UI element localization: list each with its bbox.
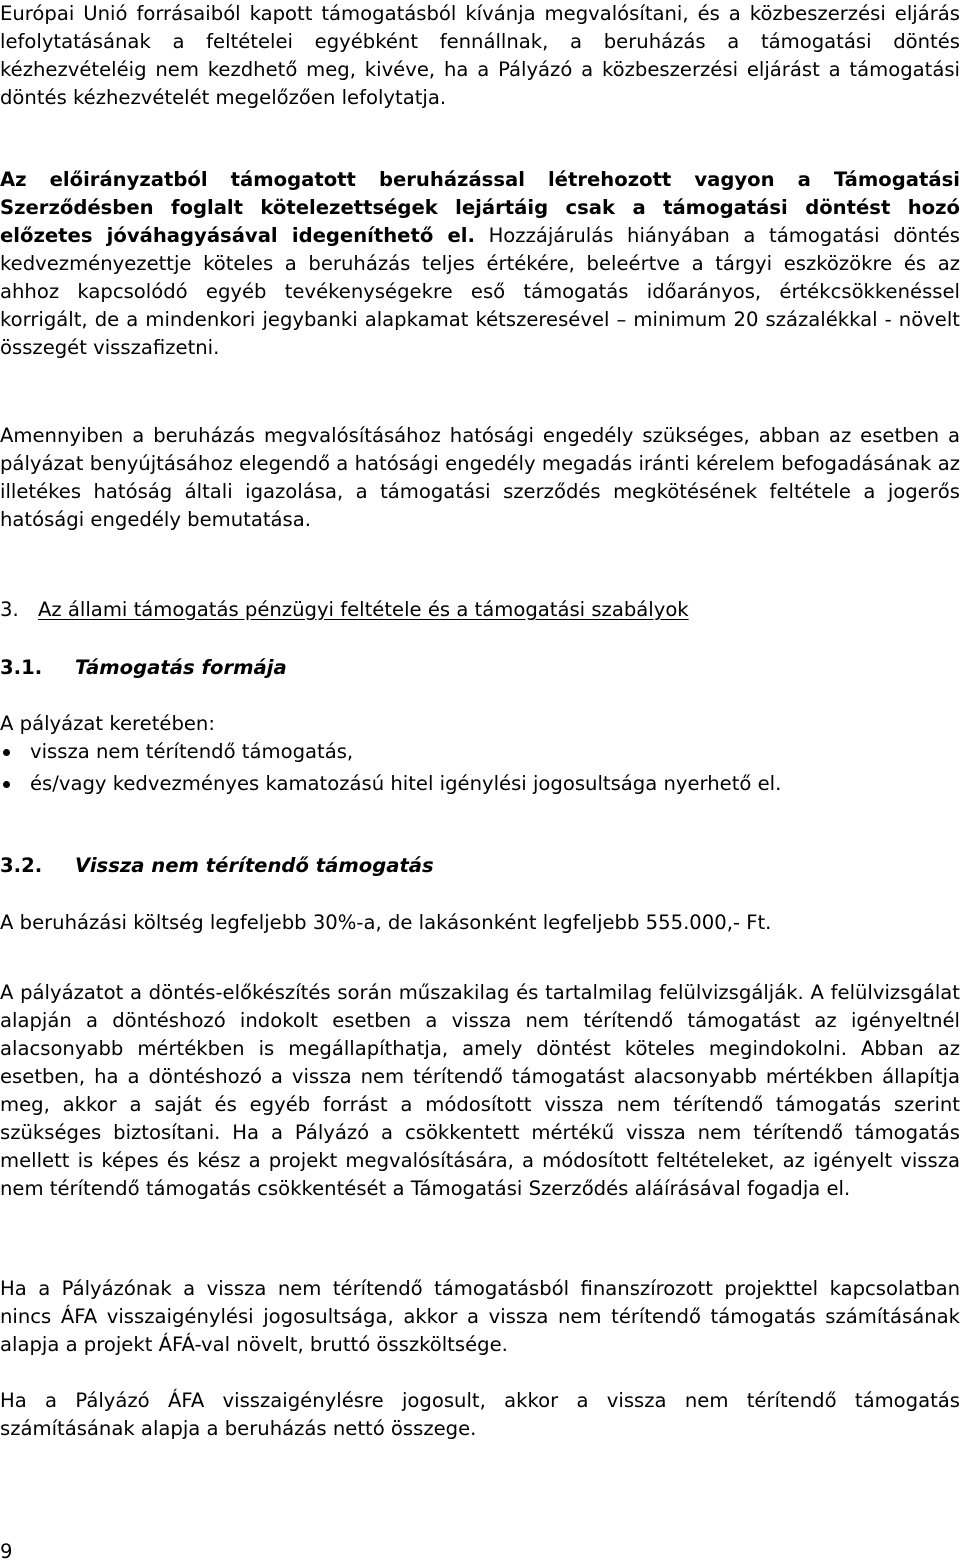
bullet-icon: [3, 749, 10, 756]
paragraph-procurement: Európai Unió forrásaiból kapott támogatásból kívánja megvalósítani, és a közbeszerzési eljárás lefolytatásának a feltételei egyébként fennállnak, a beruházás a támogatási döntés kézhezvételéig nem kezdhető meg, kivéve, ha a Pályázó a közbeszerzési eljárást a támogatási döntés kézhezvételét megelőzően lefolytatja.: [0, 2, 960, 109]
paragraph-intro: A pályázat keretében:: [0, 712, 215, 735]
section-3-number: 3.: [0, 598, 19, 621]
bullet-icon: [3, 781, 10, 788]
support-form-list: [0, 738, 781, 802]
section-3-heading: [0, 596, 689, 624]
paragraph-vat-gross: Ha a Pályázónak a vissza nem térítendő támogatásból finanszírozott projekttel kapcsolatban nincs ÁFA visszaigénylési jogosultsága, akkor a vissza nem térítendő támogatás számításának alapja a projekt ÁFÁ-val növelt, bruttó összköltsége.: [0, 1277, 960, 1356]
list-item-text: és/vagy kedvezményes kamatozású hitel igénylési jogosultsága nyerhető el.: [30, 772, 782, 795]
list-item: [0, 770, 781, 798]
section-3-1-number: 3.1.: [0, 656, 43, 679]
list-item: [0, 738, 781, 766]
paragraph-asset-disposal-rest: Hozzájárulás hiányában a támogatási döntés kedvezményezettje köteles a beruházás teljes értékére, beleértve a tárgyi eszközökre és az ahhoz kapcsolódó egyéb tevékenységekre eső támogatás időarányos, értékcsökkenéssel korrigált, de a mindenkori jegybanki alapkamat kétszeresével – minimum 20 százalékkal - növelt összegét visszafizetni.: [0, 224, 960, 359]
section-3-2-heading: [0, 852, 434, 880]
list-item-text: vissza nem térítendő támogatás,: [30, 740, 354, 763]
paragraph-review: A pályázatot a döntés-előkészítés során műszakilag és tartalmilag felülvizsgálják. A felülvizsgálat alapján a döntéshozó indokolt esetben a vissza nem térítendő támogatást az igényeltnél alacsonyabb mértékben is megállapíthatja, amely döntést köteles megindokolni. Abban az esetben, ha a döntéshozó a vissza nem térítendő támogatást alacsonyabb mértékben állapítja meg, akkor a saját és egyéb forrást a módosított vissza nem térítendő támogatás szerint szükséges biztosítani. Ha a Pályázó a csökkentett mértékű vissza nem térítendő támogatás mellett is képes és kész a projekt megvalósítására, a módosított feltételeket, az igényelt vissza nem térítendő támogatás csökkentését a Támogatási Szerződés aláírásával fogadja el.: [0, 981, 960, 1200]
section-3-title: Az állami támogatás pénzügyi feltétele és a támogatási szabályok: [38, 598, 689, 621]
section-3-2-number: 3.2.: [0, 854, 43, 877]
paragraph-vat-net: Ha a Pályázó ÁFA visszaigénylésre jogosult, akkor a vissza nem térítendő támogatás számításának alapja a beruházás nettó összege.: [0, 1389, 960, 1440]
paragraph-asset-disposal-bold: Az előirányzatból támogatott beruházással létrehozott vagyon a Támogatási Szerződésben foglalt kötelezettségek lejártáig csak a támogatási döntést hozó előzetes jóváhagyásával idegeníthető el.: [0, 168, 960, 247]
page-number: 9: [0, 1540, 13, 1563]
paragraph-cost-limit: A beruházási költség legfeljebb 30%-a, de lakásonként legfeljebb 555.000,- Ft.: [0, 911, 772, 934]
paragraph-permit: Amennyiben a beruházás megvalósításához hatósági engedély szükséges, abban az esetben a pályázat benyújtásához elegendő a hatósági engedély megadás iránti kérelem befogadásának az illetékes hatóság általi igazolása, a támogatási szerződés megkötésének feltétele a jogerős hatósági engedély bemutatása.: [0, 424, 960, 531]
section-3-1-heading: [0, 654, 287, 682]
section-3-1-title: Támogatás formája: [75, 656, 287, 679]
section-3-2-title: Vissza nem térítendő támogatás: [75, 854, 434, 877]
paragraph-asset-disposal: [0, 166, 960, 362]
